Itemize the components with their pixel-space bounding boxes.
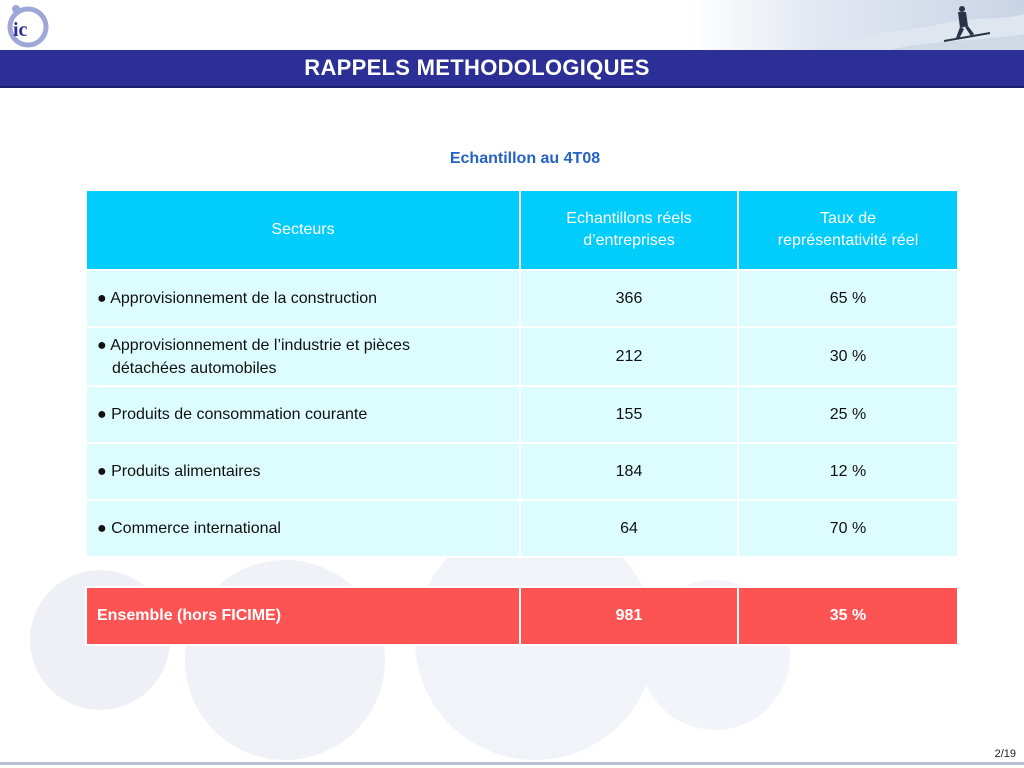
header-sectors: Secteurs [86, 190, 520, 270]
total-samples: 981 [520, 587, 738, 645]
total-rate: 35 % [738, 587, 958, 645]
rate-cell: 25 % [738, 386, 958, 443]
page-number: 2/19 [994, 748, 1016, 760]
header-rate: Taux de représentativité réel [738, 190, 958, 270]
sample-table [85, 189, 959, 558]
total-table [85, 586, 959, 646]
sector-cell: ● Commerce international [86, 500, 520, 557]
rate-cell: 12 % [738, 443, 958, 500]
header-samples: Echantillons réels d’entreprises [520, 190, 738, 270]
svg-text:ic: ic [13, 19, 28, 41]
title-bar [0, 50, 1024, 88]
table-row [86, 500, 958, 557]
table-row [86, 386, 958, 443]
total-row [86, 587, 958, 645]
rate-cell: 65 % [738, 270, 958, 327]
footer-divider [0, 762, 1024, 765]
table-row [86, 327, 958, 386]
rate-cell: 70 % [738, 500, 958, 557]
rate-cell: 30 % [738, 327, 958, 386]
table-header-row [86, 190, 958, 270]
samples-cell: 212 [520, 327, 738, 386]
company-logo [4, 2, 56, 48]
page-title: RAPPELS METHODOLOGIQUES [304, 55, 650, 80]
samples-cell: 366 [520, 270, 738, 327]
table-row [86, 270, 958, 327]
samples-cell: 64 [520, 500, 738, 557]
table-row [86, 443, 958, 500]
samples-cell: 184 [520, 443, 738, 500]
total-label: Ensemble (hors FICIME) [86, 587, 520, 645]
sector-cell: ● Produits de consommation courante [86, 386, 520, 443]
sector-cell: ● Produits alimentaires [86, 443, 520, 500]
table-caption: Echantillon au 4T08 [449, 150, 601, 167]
sector-cell: ● Approvisionnement de l’industrie et pièces détachées automobiles [86, 327, 520, 386]
header-photo [690, 0, 1024, 50]
samples-cell: 155 [520, 386, 738, 443]
sector-cell: ● Approvisionnement de la construction [86, 270, 520, 327]
